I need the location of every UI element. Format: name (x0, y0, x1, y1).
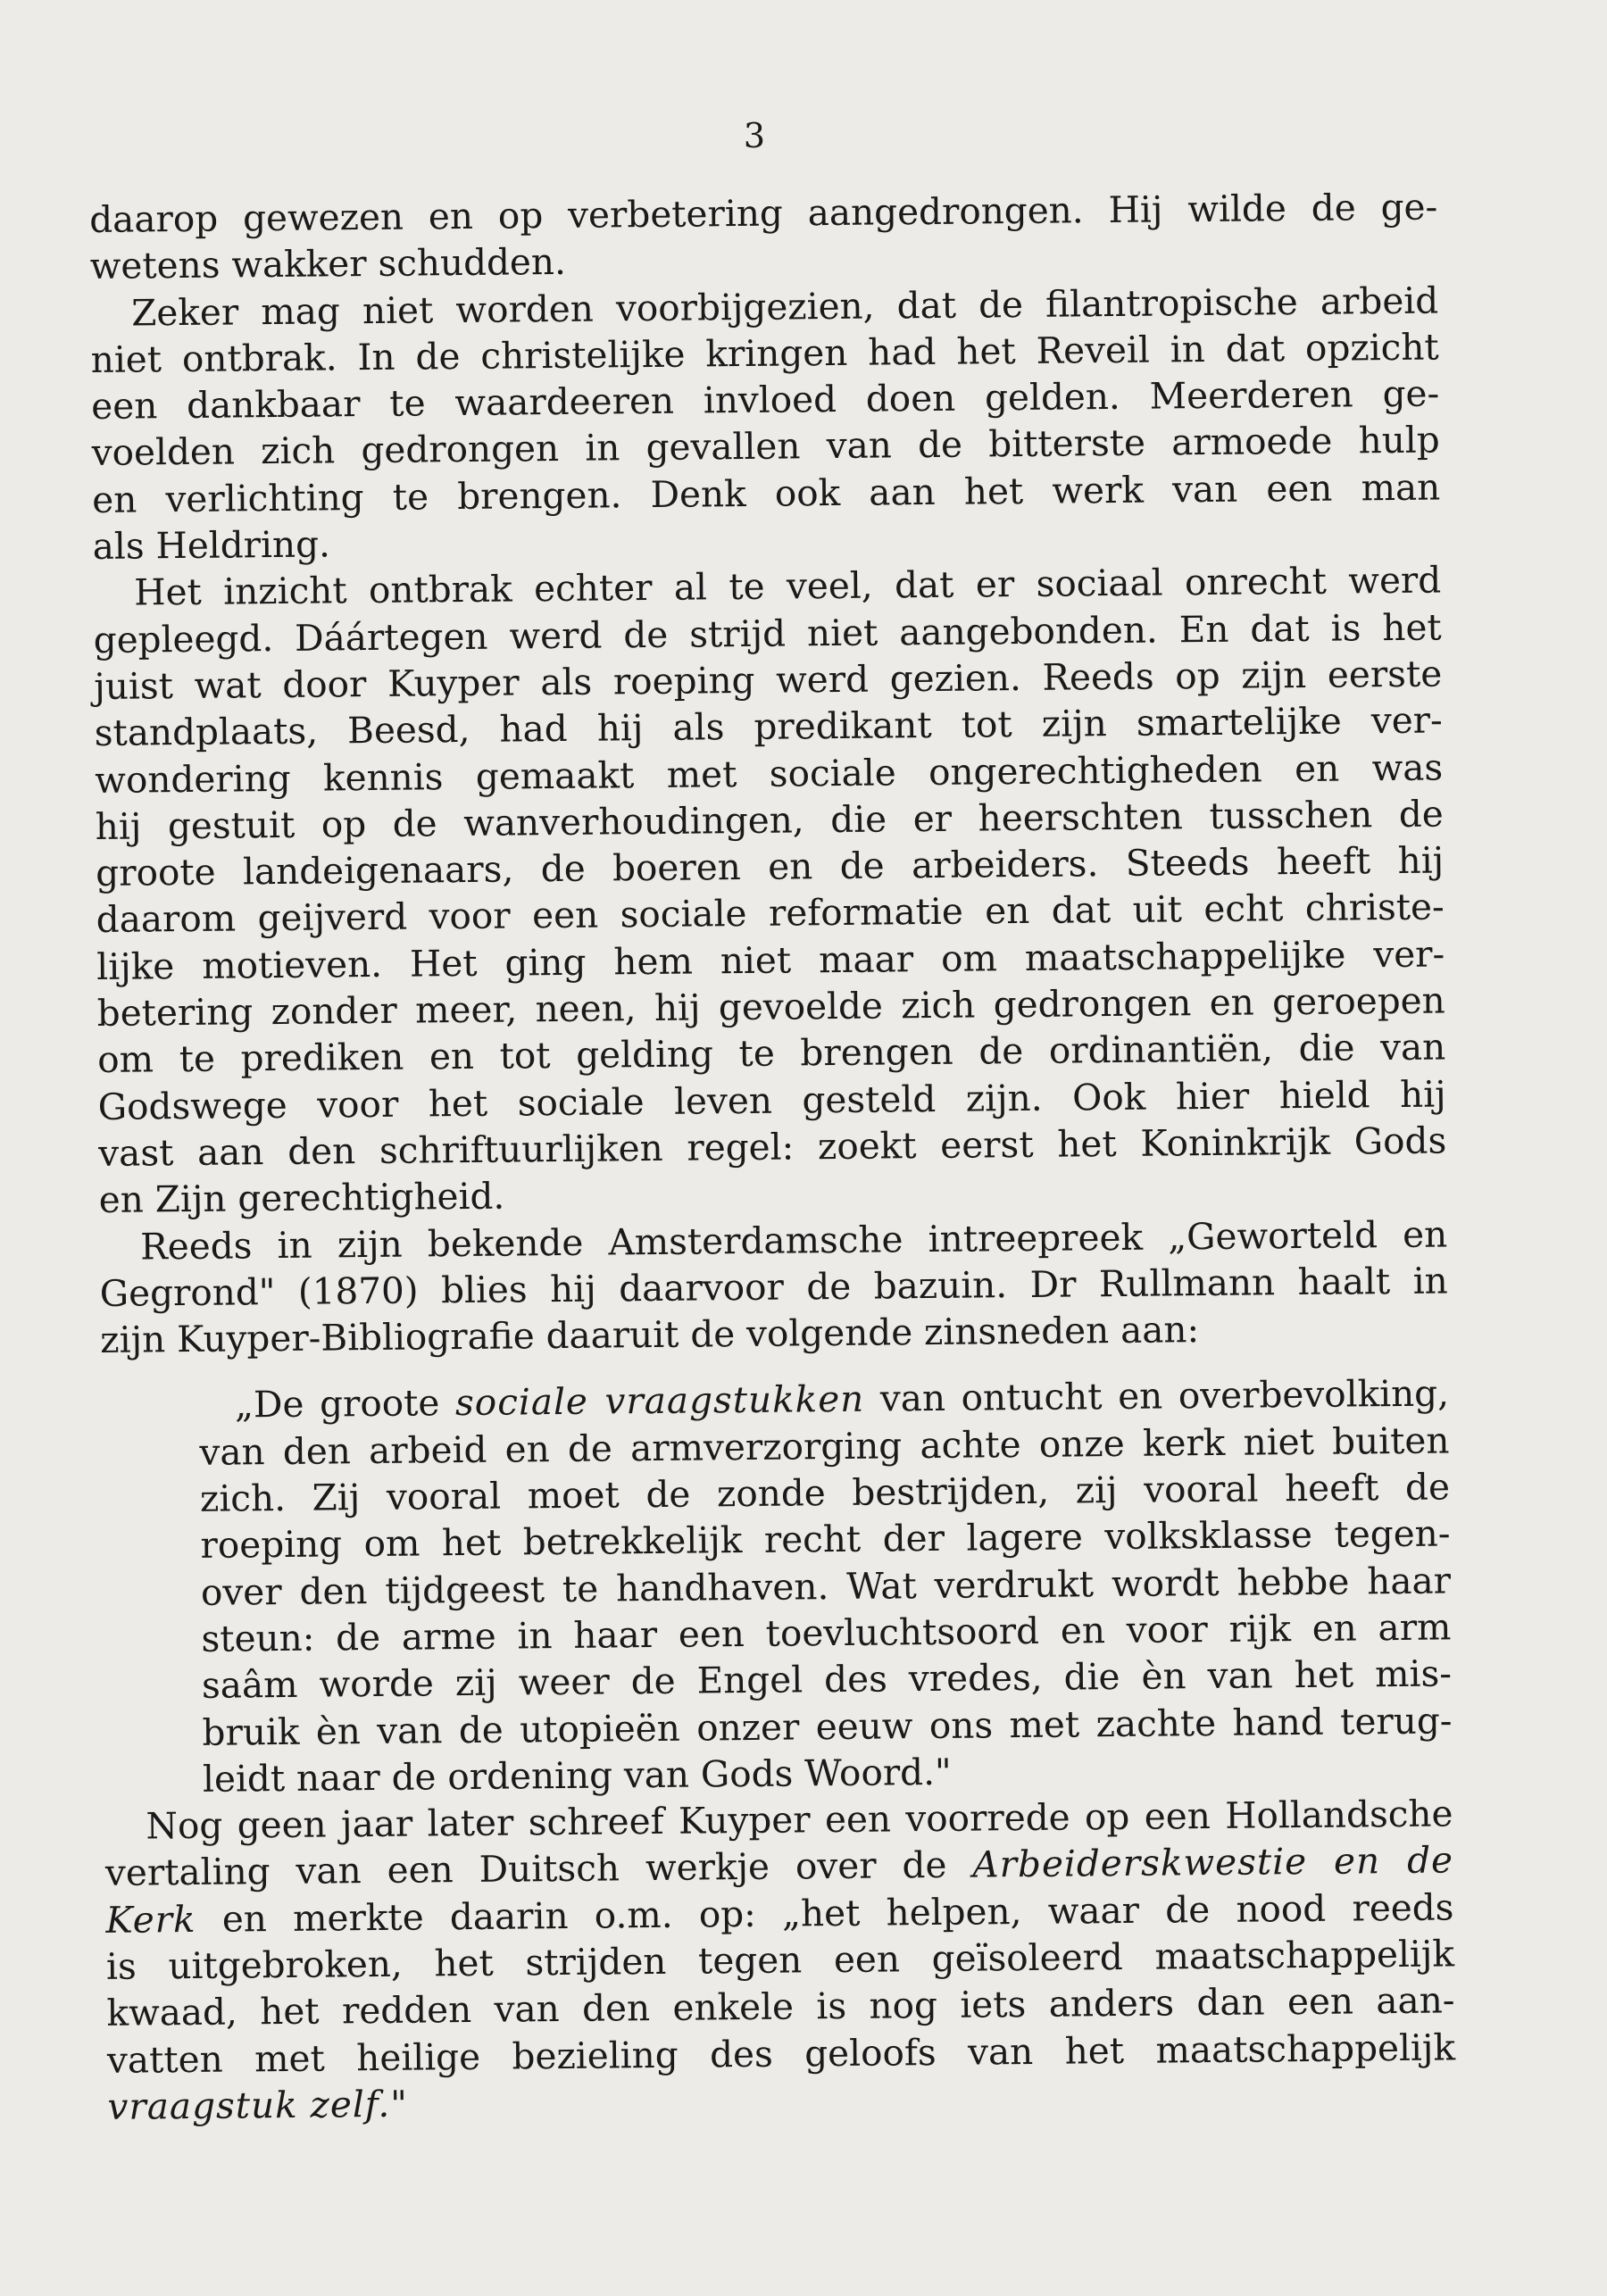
text-line: en verlichting te brengen. Denk ook aan het werk van een man (92, 465, 1441, 521)
text-line: vatten met heilige bezieling des geloofs van het maatschappelijk (106, 2025, 1456, 2082)
quote-line: saâm worde zij weer de Engel des vredes, die èn van het mis- (201, 1651, 1453, 1708)
text-line: kwaad, het redden van den enkele is nog iets anders dan een aan- (106, 1978, 1455, 2035)
text-line: groote landeigenaars, de boeren en de arbeiders. Steeds heeft hij (96, 838, 1445, 895)
text-line: is uitgebroken, het strijden tegen een geïsoleerd maatschappelijk (105, 1932, 1455, 1988)
paragraph-4 (99, 1210, 1448, 1363)
text-line: vast aan den schriftuurlijken regel: zoekt eerst het Koninkrijk Gods (98, 1119, 1447, 1175)
title-emphasis: Arbeiderskwestie en de (972, 1838, 1454, 1886)
paragraph-5 (104, 1791, 1455, 2131)
quote-line: van den arbeid en de armverzorging achte onze kerk niet buiten (199, 1418, 1450, 1474)
paragraph-2 (90, 277, 1441, 570)
quote-line: roeping om het betrekkelijk recht der lagere volksklasse tegen- (200, 1511, 1451, 1568)
page-number: 3 (743, 116, 766, 155)
text-line: en Zijn gerechtigheid. (98, 1174, 505, 1222)
text-segment: " (389, 2082, 408, 2125)
quote-line: over den tijdgeest te handhaven. Wat verdrukt wordt hebbe haar (200, 1559, 1452, 1614)
text-line: juist wat door Kuyper als roeping werd gezien. Reeds op zijn eerste (94, 652, 1443, 708)
text-line: daarom geijverd voor een sociale reformatie en dat uit echt christe- (96, 885, 1445, 942)
text-segment: en merkte daarin o.m. op: „het helpen, waar de nood reeds (196, 1885, 1454, 1941)
title-emphasis: Kerk (105, 1897, 196, 1942)
quote-emphasis: sociale vraagstukken (454, 1377, 865, 1425)
block-quote (199, 1370, 1453, 1802)
text-line: betering zonder meer, neen, hij gevoelde zich gedrongen en geroepen (96, 978, 1445, 1036)
text-line: Gegrond" (1870) blies hij daarvoor de bazuin. Dr Rullmann haalt in (99, 1259, 1448, 1315)
text-line: wetens wakker schudden. (89, 240, 567, 288)
text-line: Reeds in zijn bekende Amsterdamsche intreepreek „Geworteld en (140, 1211, 1448, 1269)
quote-line: bruik èn van de utopieën onzer eeuw ons met zachte hand terug- (202, 1698, 1453, 1754)
text-line: hij gestuit op de wanverhoudingen, die er heerschten tusschen de (95, 792, 1444, 848)
text-line: wondering kennis gemaakt met sociale ongerechtigheden en was (95, 745, 1444, 802)
quote-line: steun: de arme in haar een toevluchtsoord en voor rijk en arm (201, 1605, 1452, 1660)
paragraph-1 (89, 184, 1438, 290)
quote-text: van ontucht en overbevolking, (864, 1371, 1450, 1421)
text-line: Zeker mag niet worden voorbijgezien, dat de filantropische arbeid (131, 279, 1439, 335)
text-line: voelden zich gedrongen in gevallen van de bitterste armoede hulp (91, 418, 1440, 475)
text-line: daarop gewezen en op verbetering aangedrongen. Hij wilde de ge- (89, 185, 1438, 241)
text-emphasis: vraagstuk zelf. (107, 2082, 391, 2128)
quote-line: zich. Zij vooral moet de zonde bestrijden, zij vooral heeft de (199, 1465, 1451, 1520)
text-line: een dankbaar te waardeeren invloed doen gelden. Meerderen ge- (91, 371, 1440, 428)
text-line: zijn Kuyper-Bibliografie daaruit de volgende zinsneden aan: (100, 1308, 1200, 1362)
text-line: lijke motieven. Het ging hem niet maar om maatschappelijke ver- (96, 932, 1445, 988)
text-line: gepleegd. Dáártegen werd de strijd niet aangebonden. En dat is het (93, 605, 1442, 661)
paragraph-3 (93, 557, 1447, 1224)
text-line: Godswege voor het sociale leven gesteld zijn. Ook hier hield hij (97, 1072, 1446, 1128)
text-line: standplaats, Beesd, had hij als predikant tot zijn smartelijke ver- (94, 698, 1443, 755)
body-text (89, 184, 1456, 2131)
text-line: om te prediken en tot gelding te brengen de ordinantiën, die van (97, 1025, 1446, 1082)
text-line: Het inzicht ontbrak echter al te veel, dat er sociaal onrecht werd (134, 558, 1442, 614)
quote-text: „De groote (234, 1381, 456, 1427)
quote-line: leidt naar de ordening van Gods Woord." (202, 1750, 952, 1801)
text-line: als Heldring. (92, 522, 331, 569)
text-line: niet ontbrak. In de christelijke kringen had het Reveil in dat opzicht (90, 325, 1439, 381)
text-line: Nog geen jaar later schreef Kuyper een voorrede op een Hollandsche (146, 1792, 1453, 1848)
text-segment: vertaling van een Duitsch werkje over de (104, 1843, 973, 1895)
